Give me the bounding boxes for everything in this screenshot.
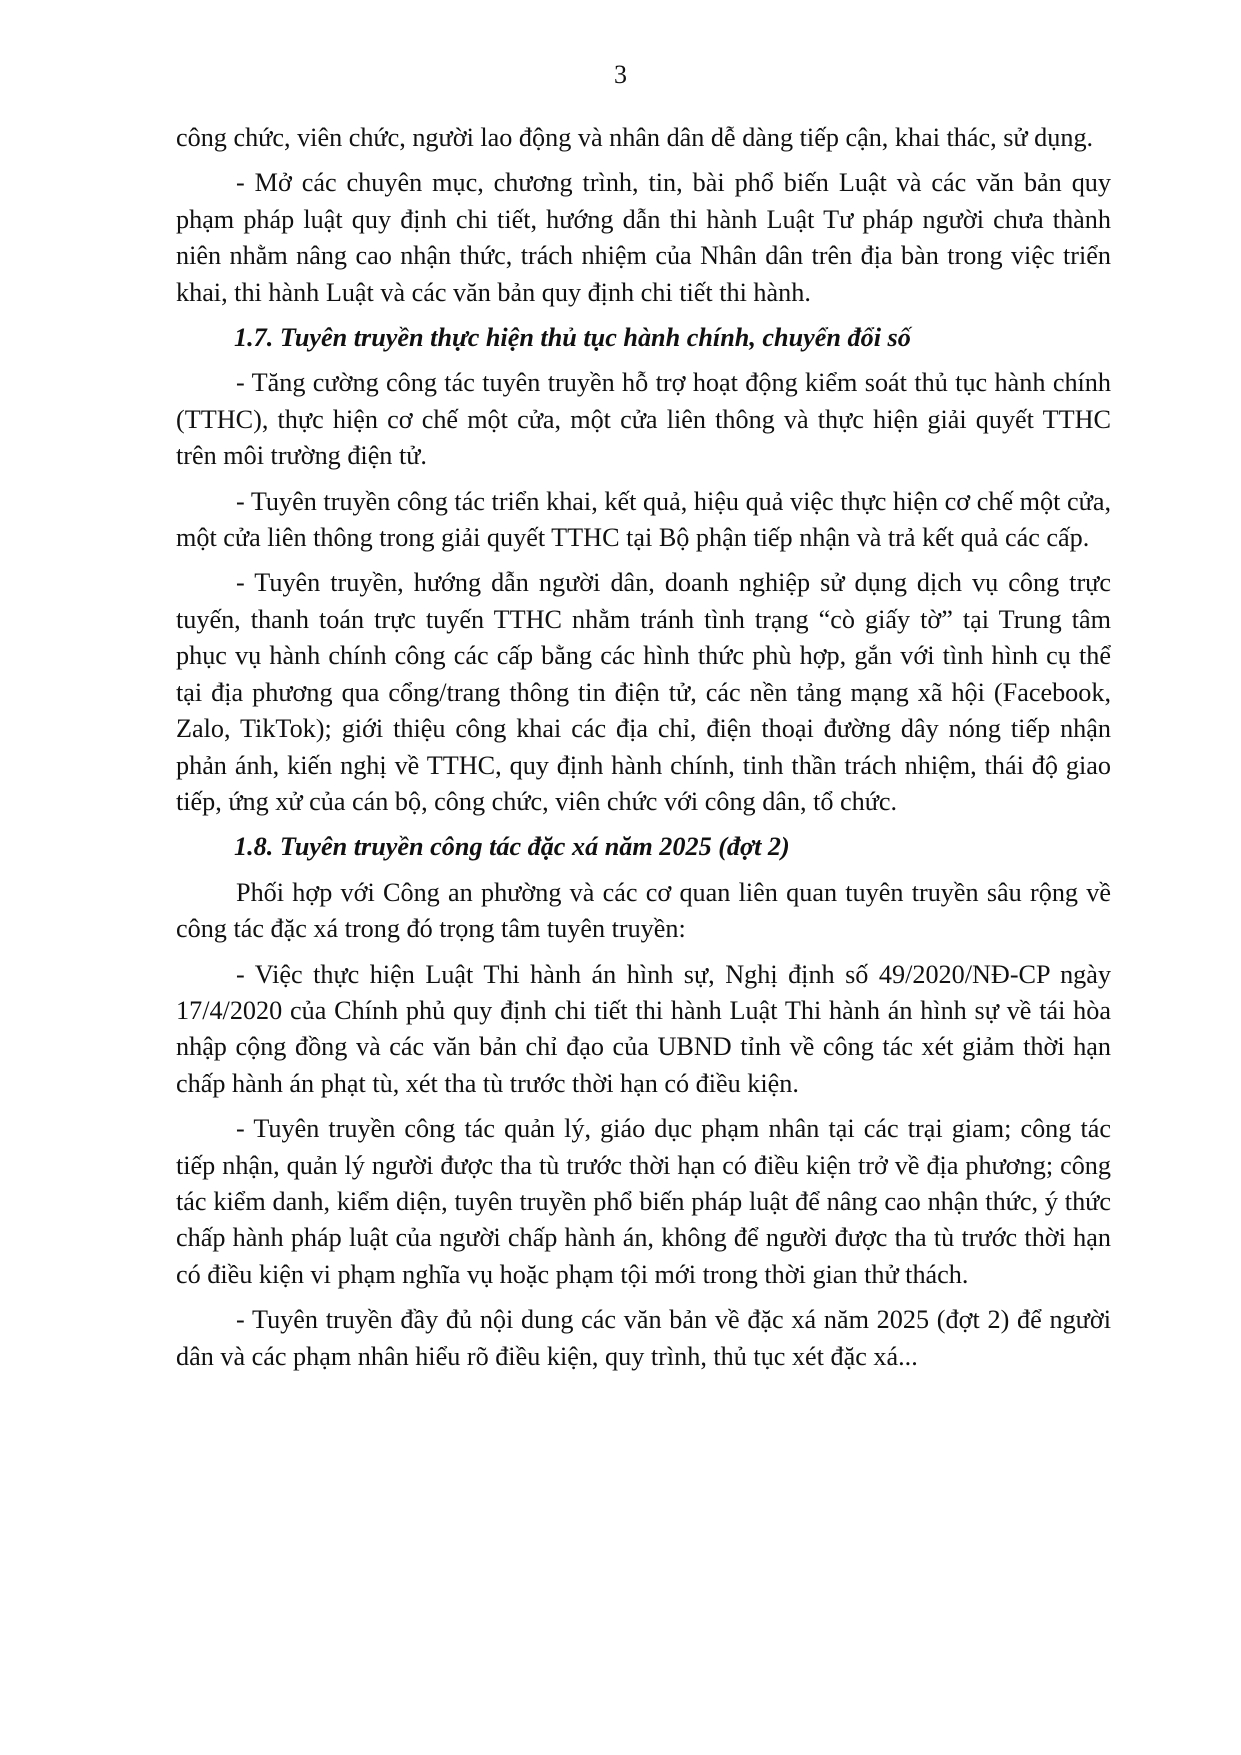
section-heading: 1.7. Tuyên truyền thực hiện thủ tục hành chính, chuyển đổi số <box>234 323 911 353</box>
paragraph: - Tuyên truyền công tác quản lý, giáo dục phạm nhân tại các trại giam; công tác tiếp nhận, quản lý người được tha tù trước thời hạn có điều kiện trở về địa phương; công tác kiểm danh, kiểm diện, tuyên truyền phổ biến pháp luật để nâng cao nhận thức, ý thức chấp hành pháp luật của người chấp hành án, không để người được tha tù trước thời hạn có điều kiện vi phạm nghĩa vụ hoặc phạm tội mới trong thời gian thử thách. <box>176 1114 1111 1289</box>
paragraph: - Tuyên truyền, hướng dẫn người dân, doanh nghiệp sử dụng dịch vụ công trực tuyến, thanh toán trực tuyến TTHC nhằm tránh tình trạng “cò giấy tờ” tại Trung tâm phục vụ hành chính công các cấp bằng các hình thức phù hợp, gắn với tình hình cụ thể tại địa phương qua cổng/trang thông tin điện tử, các nền tảng mạng xã hội (Facebook, Zalo, TikTok); giới thiệu công khai các địa chỉ, điện thoại đường dây nóng tiếp nhận phản ánh, kiến nghị về TTHC, quy định hành chính, tinh thần trách nhiệm, thái độ giao tiếp, ứng xử của cán bộ, công chức, viên chức với công dân, tổ chức. <box>176 568 1111 816</box>
paragraph: công chức, viên chức, người lao động và nhân dân dễ dàng tiếp cận, khai thác, sử dụng. <box>176 123 1094 152</box>
document-body <box>176 120 1111 1384</box>
paragraph: - Tăng cường công tác tuyên truyền hỗ trợ hoạt động kiểm soát thủ tục hành chính (TTHC), thực hiện cơ chế một cửa, một cửa liên thông và thực hiện giải quyết TTHC trên môi trường điện tử. <box>176 368 1111 471</box>
paragraph: - Việc thực hiện Luật Thi hành án hình sự, Nghị định số 49/2020/NĐ-CP ngày 17/4/2020 của Chính phủ quy định chi tiết thi hành Luật Thi hành án hình sự về tái hòa nhập cộng đồng và các văn bản chỉ đạo của UBND tỉnh về công tác xét giảm thời hạn chấp hành án phạt tù, xét tha tù trước thời hạn có điều kiện. <box>176 959 1111 1098</box>
paragraph: Phối hợp với Công an phường và các cơ quan liên quan tuyên truyền sâu rộng về công tác đặc xá trong đó trọng tâm tuyên truyền: <box>176 877 1111 944</box>
page-number: 3 <box>614 60 627 89</box>
paragraph: - Tuyên truyền đầy đủ nội dung các văn bản về đặc xá năm 2025 (đợt 2) để người dân và các phạm nhân hiểu rõ điều kiện, quy trình, thủ tục xét đặc xá... <box>176 1305 1111 1371</box>
paragraph: - Tuyên truyền công tác triển khai, kết quả, hiệu quả việc thực hiện cơ chế một cửa, một cửa liên thông trong giải quyết TTHC tại Bộ phận tiếp nhận và trả kết quả các cấp. <box>176 486 1111 553</box>
paragraph: - Mở các chuyên mục, chương trình, tin, bài phổ biến Luật và các văn bản quy phạm pháp luật quy định chi tiết, hướng dẫn thi hành Luật Tư pháp người chưa thành niên nhằm nâng cao nhận thức, trách nhiệm của Nhân dân trên địa bàn trong việc triển khai, thi hành Luật và các văn bản quy định chi tiết thi hành. <box>176 168 1111 307</box>
section-heading: 1.8. Tuyên truyền công tác đặc xá năm 2025 (đợt 2) <box>234 832 790 862</box>
